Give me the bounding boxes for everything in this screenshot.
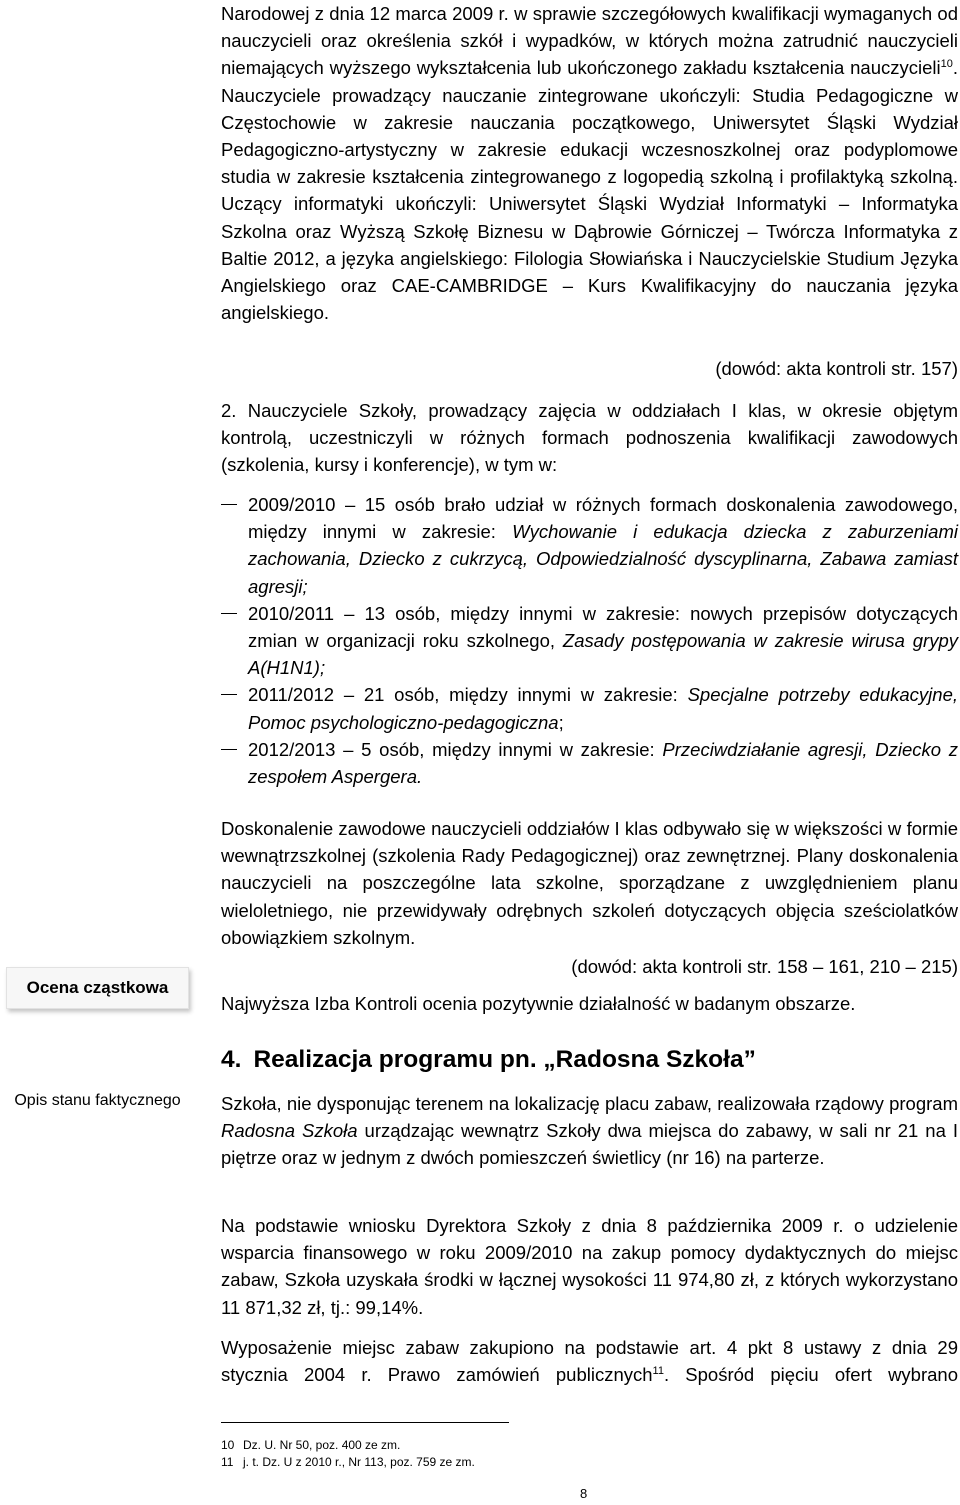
footnote-separator — [221, 1422, 509, 1423]
footnote-item: 11 j. t. Dz. U z 2010 r., Nr 113, poz. 759 ze zm. — [221, 1455, 475, 1469]
list-item: 2012/2013 – 5 osób, między innymi w zakresie: Przeciwdziałanie agresji, Dziecko z zespołem Aspergera. — [221, 736, 958, 790]
assessment-statement: Najwyższa Izba Kontroli ocenia pozytywnie działalność w badanym obszarze. — [221, 993, 856, 1014]
footnote-item: 10 Dz. U. Nr 50, poz. 400 ze zm. — [221, 1438, 401, 1452]
partial-assessment-label: Ocena cząstkowa — [26, 978, 169, 997]
footnote-ref-10[interactable]: 10 — [940, 58, 953, 71]
paragraph-training-summary: Doskonalenie zawodowe nauczycieli oddziałów I klas odbywało się w większości w formie wewnątrzszkolnej (szkolenia Rady Pedagogicznej) oraz zewnętrznej. Plany doskonalenia nauczycieli na poszczególne lata szkolne, sporządzane z uwzględnieniem planu wieloletniego, nie przewidywały odrębnych szkoleń dotyczących objęcia sześciolatków obowiązkiem szkolnym. — [221, 818, 958, 948]
section-title: Realizacja programu pn. „Radosna Szkoła” — [253, 1046, 756, 1073]
qualifications-text-a: Narodowej z dnia 12 marca 2009 r. w sprawie szczegółowych kwalifikacji wymaganych od nauczycieli oraz określenia szkół i wypadków, w których można zatrudnić nauczycieli niemających wyższego wykształcenia lub ukończonego zakładu kształcenia nauczycieli — [221, 3, 958, 79]
list-item: 2011/2012 – 21 osób, między innymi w zakresie: Specjalne potrzeby edukacyjne, Pomoc psychologiczno-pedagogiczna; — [221, 681, 958, 735]
paragraph-procurement: Wyposażenie miejsc zabaw zakupiono na podstawie art. 4 pkt 8 ustawy z dnia 29 stycznia 2004 r. Prawo zamówień publicznych$^{11}$. Spośród pięciu ofert wybrano — [221, 1337, 959, 1386]
paragraph-play-areas: Szkoła, nie dysponując terenem na lokalizację placu zabaw, realizowała rządowy program Radosna Szkoła urządzając wewnątrz Szkoły dwa miejsca do zabawy, w sali nr 21 na I piętrze oraz w jednym z dwóch pomieszczeń świetlicy (nr 16) na parterze. — [221, 1093, 958, 1169]
section-number: 4. — [221, 1046, 242, 1073]
paragraph-funding: Na podstawie wniosku Dyrektora Szkoły z dnia 8 października 2009 r. o udzielenie wsparcia finansowego w roku 2009/2010 na zakup pomocy dydaktycznych do miejsc zabaw, Szkoła uzyskała środki w łącznej wysokości 11 974,80 zł, z których wykorzystano 11 871,32 zł, tj.: 99,14%. — [221, 1215, 958, 1318]
dash-bullet-icon — [221, 749, 237, 750]
section-4-heading — [221, 1046, 756, 1074]
paragraph-section-2-intro: 2. Nauczyciele Szkoły, prowadzący zajęcia w oddziałach I klas, w okresie objętym kontrolą, uczestniczyli w różnych formach podnoszenia kwalifikacji zawodowych (szkolenia, kursy i konferencje), w tym w: — [221, 400, 958, 476]
qualifications-text-b: . Nauczyciele prowadzący nauczanie zintegrowane ukończyli: Studia Pedagogiczne w Częstochowie w zakresie nauczania początkowego, Uniwersytet Śląski Wydział Pedagogiczno-artystyczny w zakresie edukacji wczesnoszkolnej oraz podyplomowe studia w zakresie kształcenia zintegrowanego z logopedią szkolną i profilaktyką szkolną. Uczący informatyki ukończyli: Uniwersytet Śląski Wydział Informatyki – Informatyka Szkolna oraz Wyższą Szkołę Biznesu w Dąbrowie Górniczej – Twórcza Informatyka z Baltie 2012, a języka angielskiego: Filologia Słowiańska i Nauczycielskie Studium Języka Angielskiego oraz CAE-CAMBRIDGE – Kurs Kwalifikacyjny do nauczania języka angielskiego. — [221, 57, 958, 324]
list-item: 2010/2011 – 13 osób, między innymi w zakresie: nowych przepisów dotyczących zmian w organizacji roku szkolnego, Zasady postępowania w zakresie wirusa grypy A(H1N1); — [221, 600, 958, 682]
list-item: 2009/2010 – 15 osób brało udział w różnych formach doskonalenia zawodowego, między innymi w zakresie: Wychowanie i edukacja dziecka z zaburzeniami zachowania, Dziecko z cukrzycą, Odpowiedzialność dyscyplinarna, Zabawa zamiast agresji; — [221, 491, 958, 600]
factual-description-note: Opis stanu faktycznego — [14, 1092, 181, 1109]
dash-bullet-icon — [221, 694, 237, 695]
footnotes — [221, 1437, 475, 1471]
paragraph-qualifications — [221, 0, 958, 326]
dash-bullet-icon — [221, 504, 237, 505]
page-number: 8 — [580, 1486, 588, 1501]
evidence-note-2: (dowód: akta kontroli str. 158 – 161, 210 – 215) — [571, 956, 958, 977]
footnote-ref-11[interactable]: 11 — [652, 1365, 664, 1378]
partial-assessment-box — [6, 967, 189, 1009]
evidence-note-1: (dowód: akta kontroli str. 157) — [715, 358, 958, 379]
dash-bullet-icon — [221, 613, 237, 614]
training-list — [221, 491, 958, 790]
